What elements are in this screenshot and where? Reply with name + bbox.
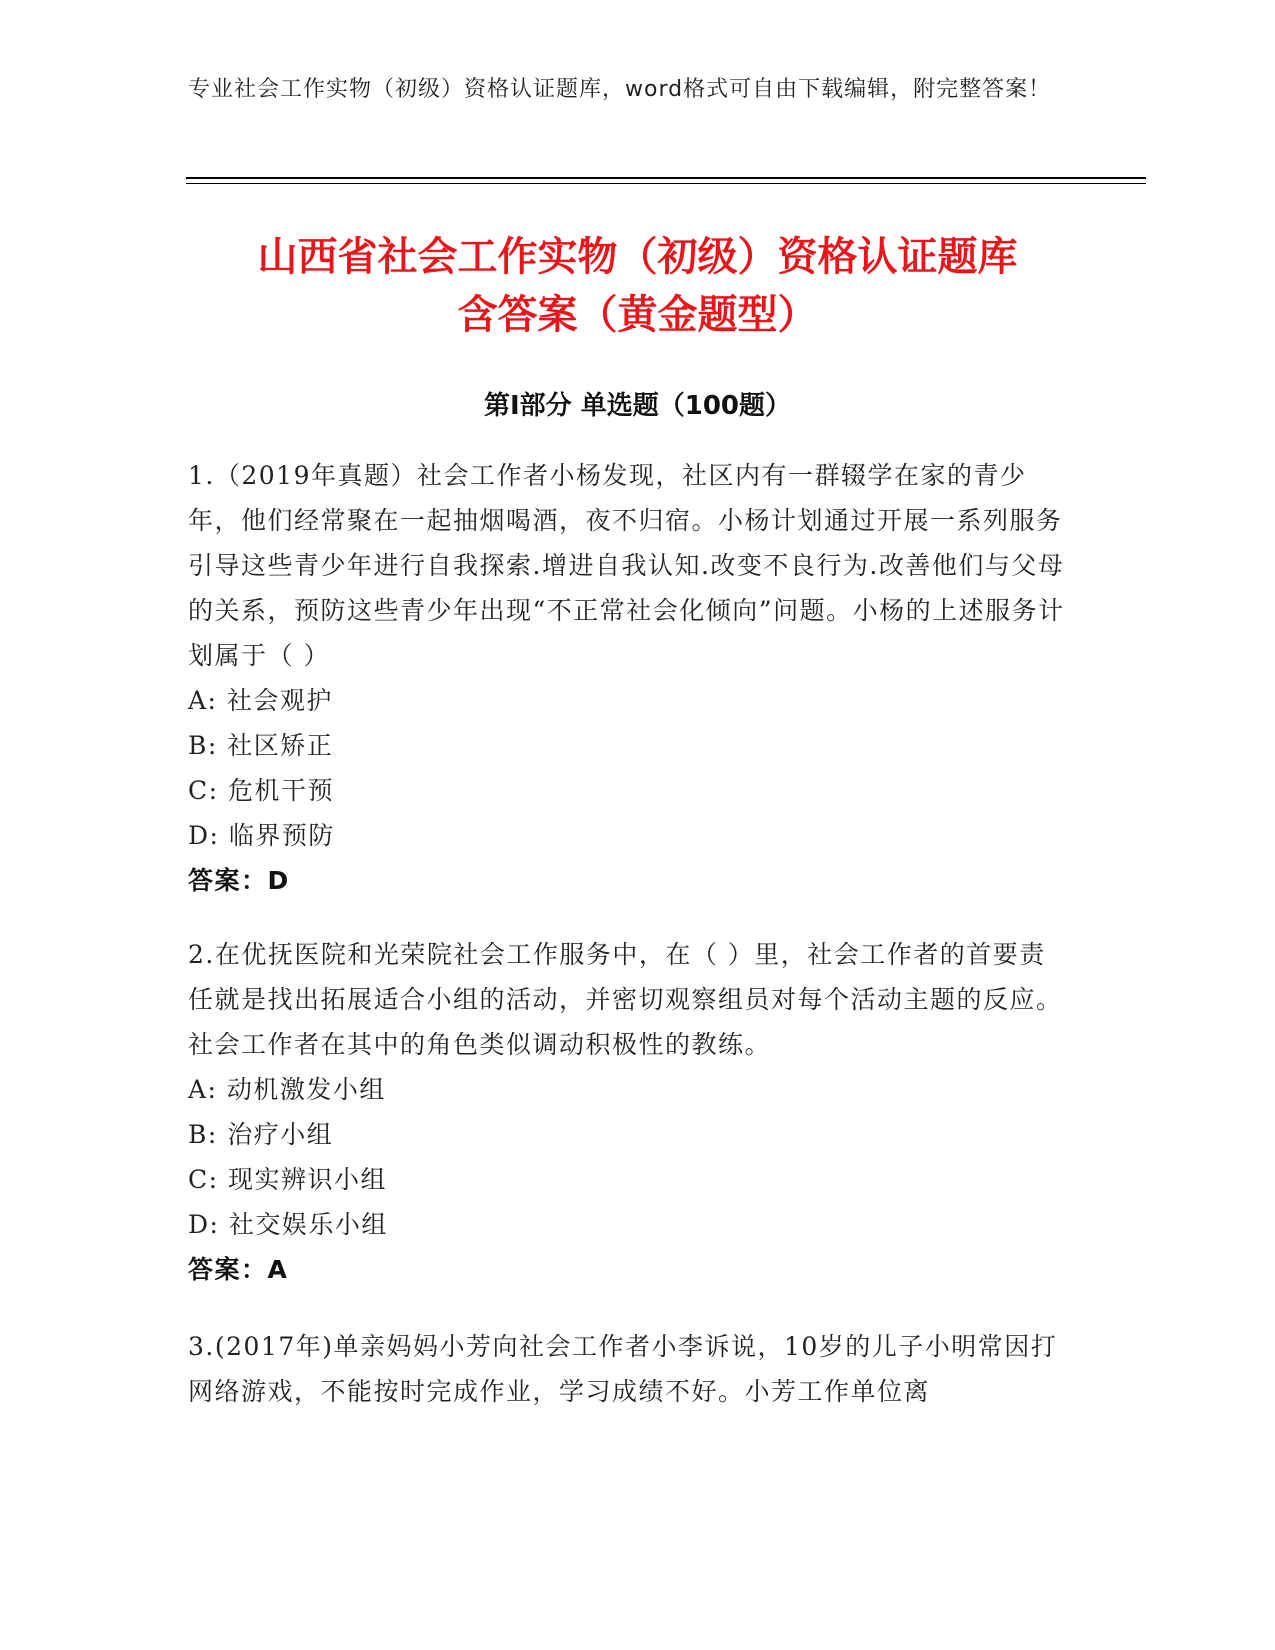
question-3	[188, 1324, 1068, 1414]
option-a: A: 动机激发小组	[188, 1075, 386, 1104]
option-d: D: 临界预防	[188, 821, 335, 850]
answer: 答案：D	[188, 866, 290, 895]
section-heading: 第Ⅰ部分 单选题（100题）	[484, 391, 791, 421]
document-title	[130, 228, 1145, 344]
header-rule-thick	[186, 177, 1146, 179]
option-b: B: 社区矫正	[188, 731, 334, 760]
option-d: D: 社交娱乐小组	[188, 1210, 388, 1239]
question-stem: 2.在优抚医院和光荣院社会工作服务中，在（ ）里，社会工作者的首要责任就是找出拓展适合小组的活动，并密切观察组员对每个活动主题的反应。社会工作者在其中的角色类似调动积极性的教练。	[188, 940, 1063, 1059]
question-1	[188, 453, 1068, 903]
answer: 答案：A	[188, 1255, 289, 1284]
option-a: A: 社会观护	[188, 686, 333, 715]
question-stem: 1.（2019年真题）社会工作者小杨发现，社区内有一群辍学在家的青少年，他们经常聚在一起抽烟喝酒，夜不归宿。小杨计划通过开展一系列服务引导这些青少年进行自我探索.增进自我认知.改变不良行为.改善他们与父母的关系，预防这些青少年出现“不正常社会化倾向”问题。小杨的上述服务计划属于（ ）	[188, 461, 1065, 670]
question-stem: 3.(2017年)单亲妈妈小芳向社会工作者小李诉说，10岁的儿子小明常因打网络游戏，不能按时完成作业，学习成绩不好。小芳工作单位离	[188, 1332, 1058, 1406]
option-c: C: 现实辨识小组	[188, 1165, 387, 1194]
question-2	[188, 932, 1068, 1292]
header-rule-thin	[186, 183, 1146, 184]
title-line-2: 含答案（黄金题型）	[457, 292, 818, 338]
title-line-1: 山西省社会工作实物（初级）资格认证题库	[257, 234, 1018, 280]
option-c: C: 危机干预	[188, 776, 334, 805]
option-b: B: 治疗小组	[188, 1120, 334, 1149]
header-note: 专业社会工作实物（初级）资格认证题库，word格式可自由下载编辑，附完整答案！	[188, 77, 1052, 102]
